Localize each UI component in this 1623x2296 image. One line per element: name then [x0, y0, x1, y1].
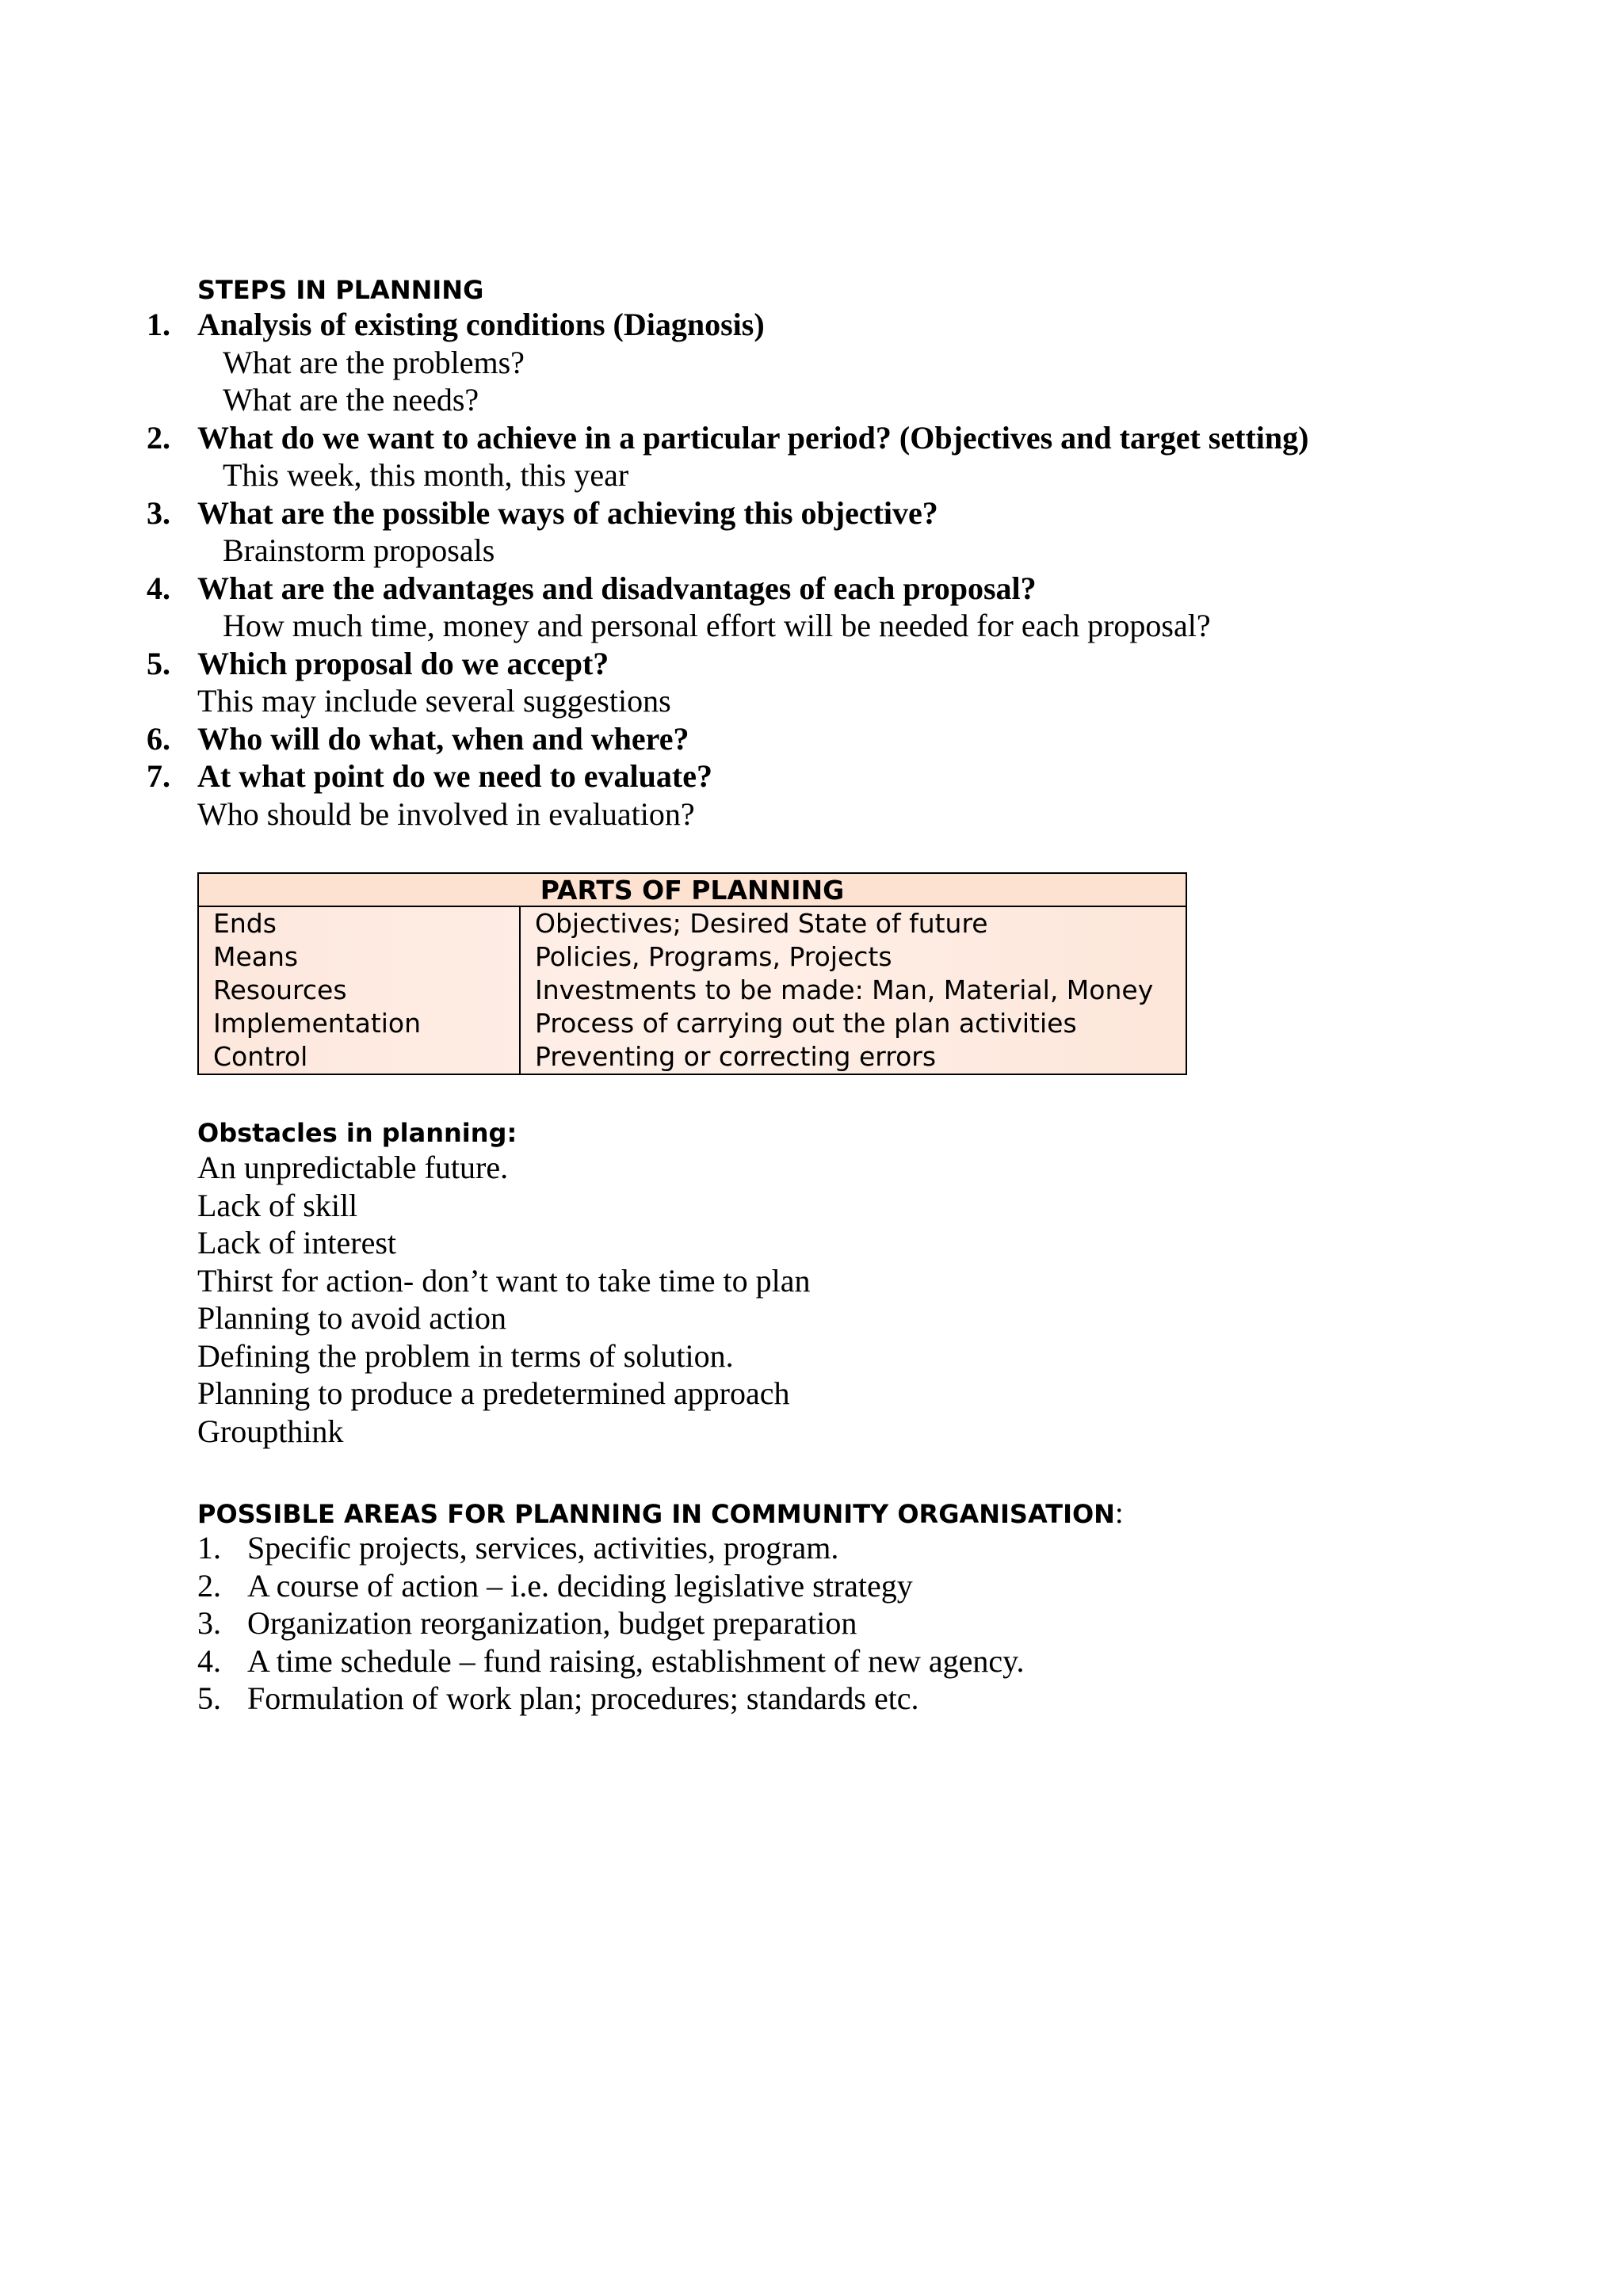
area-number: 2. [197, 1567, 221, 1604]
list-item: Planning to avoid action [197, 1300, 506, 1336]
parts-definition: Objectives; Desired State of future [535, 908, 988, 939]
step-line [0, 306, 1623, 344]
area-number: 5. [197, 1680, 221, 1716]
list-item [0, 1604, 1623, 1642]
steps-heading: STEPS IN PLANNING [197, 275, 484, 305]
step-item [0, 720, 1623, 758]
step-title: What are the advantages and disadvantages of each proposal? [197, 570, 1037, 606]
step-title: Which proposal do we accept? [197, 645, 609, 681]
step-sub-text: This may include several suggestions [197, 683, 671, 719]
list-item: Lack of interest [197, 1225, 396, 1261]
parts-table-title: PARTS OF PLANNING [199, 874, 1186, 907]
parts-term: Implementation [213, 1008, 422, 1039]
step-sub-line [0, 532, 1623, 570]
areas-heading [197, 1497, 1124, 1530]
parts-definition: Process of carrying out the plan activities [535, 1008, 1077, 1039]
parts-of-planning-table [197, 872, 1187, 1075]
step-sub-text: How much time, money and personal effort will be needed for each proposal? [223, 608, 1211, 643]
step-sub-text: What are the problems? [223, 344, 525, 380]
obstacles-heading: Obstacles in planning: [197, 1118, 517, 1148]
step-line [0, 720, 1623, 758]
area-number: 3. [197, 1605, 221, 1641]
list-item: Thirst for action- don’t want to take time to plan [197, 1262, 811, 1299]
step-sub-text: What are the needs? [223, 382, 479, 418]
step-number: 4. [147, 570, 170, 606]
list-item: Planning to produce a predetermined approach [197, 1375, 790, 1411]
step-number: 2. [147, 419, 170, 456]
step-number: 7. [147, 758, 170, 794]
step-item [0, 645, 1623, 720]
list-item [0, 1680, 1623, 1718]
area-text: A course of action – i.e. deciding legislative strategy [247, 1567, 913, 1604]
step-sub-line [0, 607, 1623, 645]
step-sub-line [0, 381, 1623, 419]
step-number: 1. [147, 307, 170, 342]
step-number: 6. [147, 720, 170, 757]
area-text: A time schedule – fund raising, establishment of new agency. [247, 1642, 1025, 1679]
step-item [0, 494, 1623, 570]
step-item [0, 306, 1623, 419]
step-number: 5. [147, 645, 170, 681]
table-row [199, 974, 1186, 1007]
steps-list [0, 306, 1623, 833]
step-line [0, 645, 1623, 683]
list-item: Defining the problem in terms of solution. [197, 1337, 734, 1374]
step-sub-text: Who should be involved in evaluation? [197, 795, 695, 832]
step-line [0, 494, 1623, 532]
step-number: 3. [147, 494, 170, 531]
step-item [0, 419, 1623, 494]
step-sub-line [0, 456, 1623, 494]
parts-term: Means [213, 941, 299, 972]
area-text: Organization reorganization, budget preparation [247, 1605, 857, 1641]
step-line [0, 757, 1623, 795]
parts-term: Resources [213, 974, 347, 1005]
area-number: 1. [197, 1530, 221, 1566]
parts-term: Ends [213, 908, 277, 939]
table-row [199, 940, 1186, 974]
step-sub-text: Brainstorm proposals [223, 532, 495, 568]
list-item: Groupthink [197, 1413, 344, 1449]
list-item: An unpredictable future. [197, 1150, 509, 1185]
step-title: What are the possible ways of achieving this objective? [197, 494, 938, 531]
table-row [199, 1007, 1186, 1040]
area-text: Specific projects, services, activities, program. [247, 1530, 839, 1566]
step-title: Analysis of existing conditions (Diagnosis) [197, 307, 765, 342]
area-number: 4. [197, 1642, 221, 1679]
parts-definition: Investments to be made: Man, Material, Money [535, 974, 1154, 1005]
step-item [0, 757, 1623, 833]
parts-term: Control [213, 1041, 308, 1072]
step-sub-line [0, 795, 1623, 833]
areas-list [0, 1529, 1623, 1718]
list-item [0, 1529, 1623, 1567]
list-item: Lack of skill [197, 1187, 358, 1223]
step-title: At what point do we need to evaluate? [197, 758, 712, 794]
areas-heading-colon: : [1114, 1497, 1124, 1530]
step-item [0, 570, 1623, 645]
areas-heading-text: POSSIBLE AREAS FOR PLANNING IN COMMUNITY ORGANISATION [197, 1499, 1115, 1529]
step-sub-line [0, 682, 1623, 720]
step-title: What do we want to achieve in a particular period? (Objectives and target setting) [197, 419, 1309, 456]
parts-table-body [199, 907, 1186, 1074]
parts-definition: Policies, Programs, Projects [535, 941, 892, 972]
table-row [199, 907, 1186, 940]
list-item [0, 1642, 1623, 1680]
step-sub-text: This week, this month, this year [223, 457, 629, 493]
step-line [0, 570, 1623, 608]
parts-definition: Preventing or correcting errors [535, 1041, 937, 1072]
step-line [0, 419, 1623, 457]
obstacles-list [197, 1149, 811, 1450]
step-sub-line [0, 344, 1623, 382]
step-title: Who will do what, when and where? [197, 720, 689, 757]
table-row [199, 1040, 1186, 1074]
list-item [0, 1567, 1623, 1605]
area-text: Formulation of work plan; procedures; standards etc. [247, 1680, 919, 1716]
